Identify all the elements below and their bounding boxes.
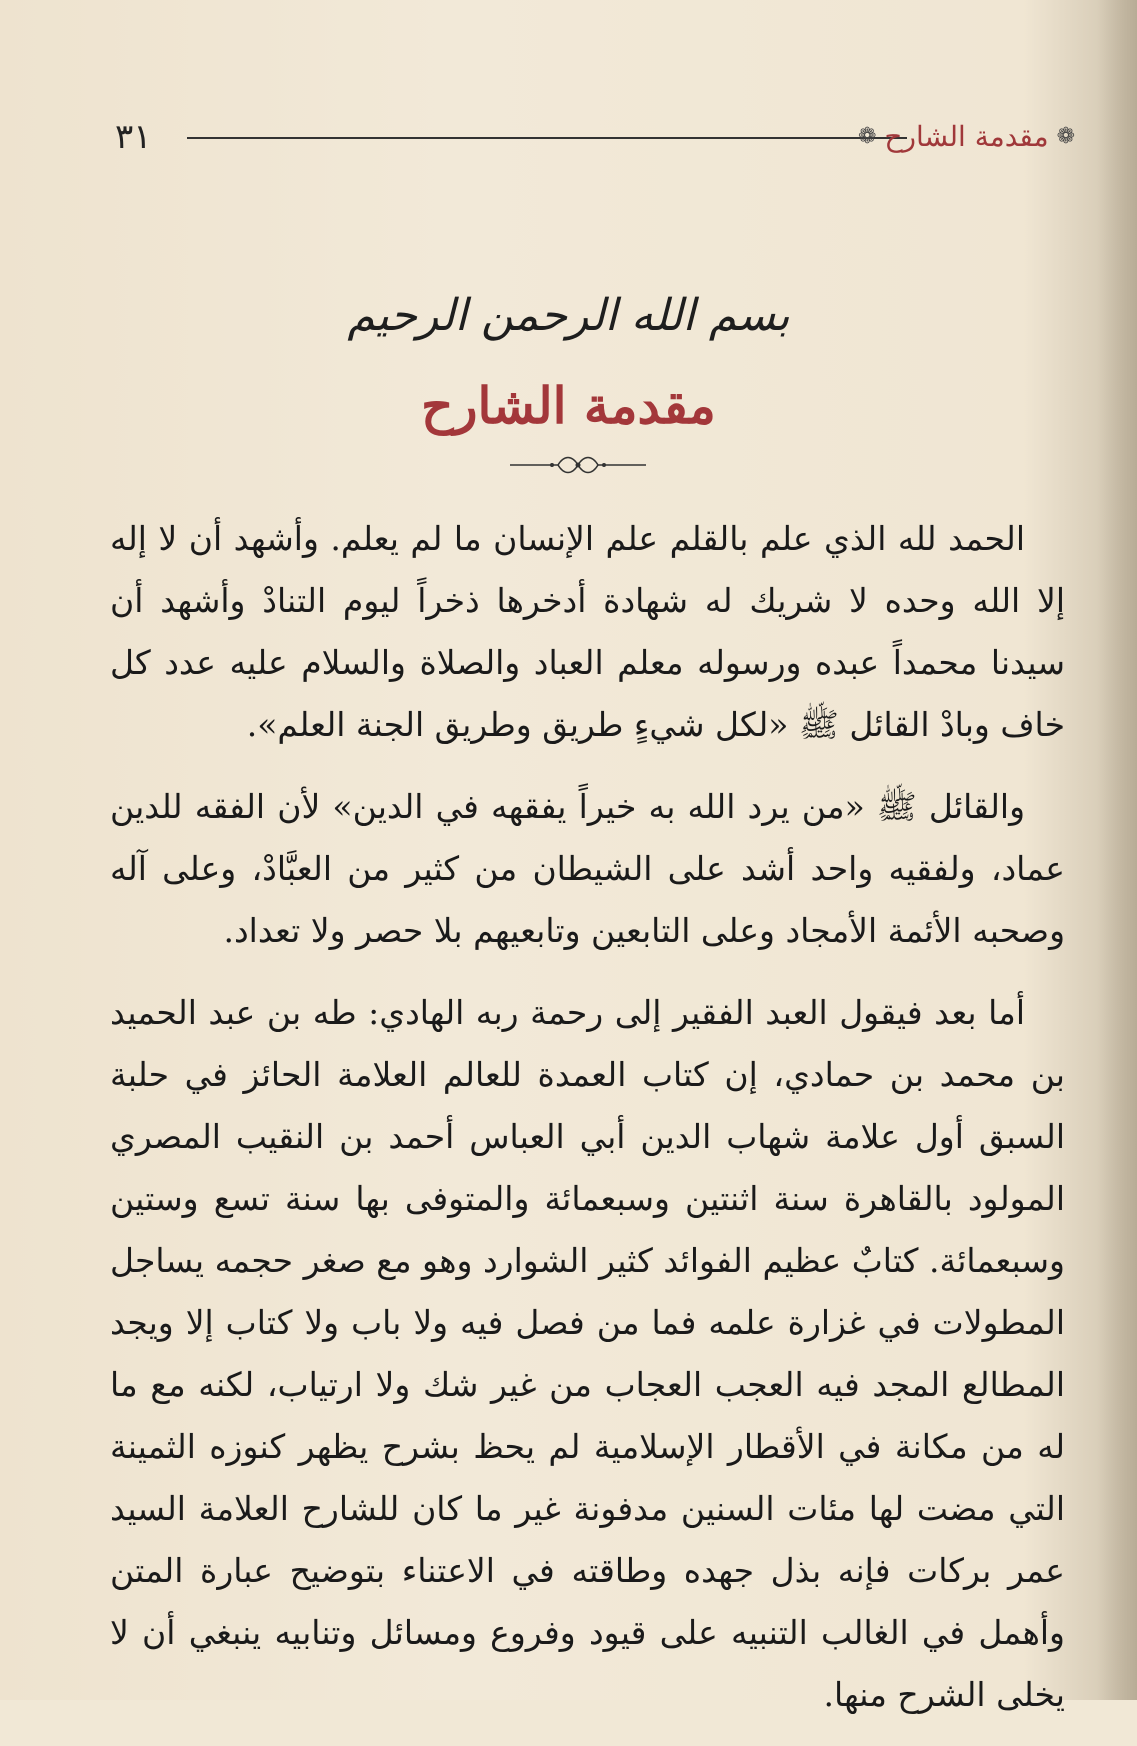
paragraph: والقائل ﷺ «من يرد الله به خيراً يفقهه في الدين» لأن الفقه للدين عماد، ولفقيه واحد أشد على الشيطان من كثير من العبَّادْ، وعلى آله وصحبه الأئمة الأمجاد وعلى التابعين وتابعيهم بلا حصر ولا تعداد. [110,787,1065,950]
basmala-calligraphy: بسم الله الرحمن الرحيم [347,290,790,341]
page-number: ٣١ [115,117,152,157]
divider-ornament-icon [508,450,648,480]
floral-ornament-icon: ❁ [857,124,877,149]
header-rule [187,137,907,139]
paragraph: أما بعد فيقول العبد الفقير إلى رحمة ربه الهادي: طه بن عبد الحميد بن محمد بن حمادي، إن كتاب العمدة للعالم العلامة الحائز في حلبة السبق أول علامة شهاب الدين أبي العباس أحمد بن النقيب المصري المولود بالقاهرة سنة اثنتين وسبعمائة والمتوفى بها سنة تسع وستين وسبعمائة. كتابٌ عظيم الفوائد كثير الشوارد وهو مع صغر حجمه يساجل المطولات في غزارة علمه فما من فصل فيه ولا باب ولا كتاب إلا ويجد المطالع المجد فيه العجب العجاب من غير شك ولا ارتياب، لكنه مع ما له من مكانة في الأقطار الإسلامية لم يحظ بشرح يظهر كنوزه الثمينة التي مضت لها مئات السنين مدفونة غير ما كان للشارح العلامة السيد عمر بركات فإنه بذل جهده وطاقته في الاعتناء بتوضيح عبارة المتن وأهمل في الغالب التنبيه على قيود وفروع ومسائل وتنابيه ينبغي أن لا يخلى الشرح منها. [110,993,1065,1714]
running-title-text: مقدمة الشارح [884,120,1049,153]
chapter-title: مقدمة الشارح [421,376,716,435]
page-edge-shadow [1097,0,1137,1700]
floral-ornament-icon: ❁ [1056,124,1075,149]
body-text [110,508,1065,1746]
running-title [858,112,1075,162]
paragraph: الحمد لله الذي علم بالقلم علم الإنسان ما لم يعلم. وأشهد أن لا إله إلا الله وحده لا شريك له شهادة أدخرها ذخراً ليوم التنادْ وأشهد أن سيدنا محمداً عبده ورسوله معلم العباد والصلاة والسلام عليه عدد كل خاف وبادْ القائل ﷺ «لكل شيءٍ طريق وطريق الجنة العلم». [110,519,1065,744]
running-header [115,112,1075,162]
